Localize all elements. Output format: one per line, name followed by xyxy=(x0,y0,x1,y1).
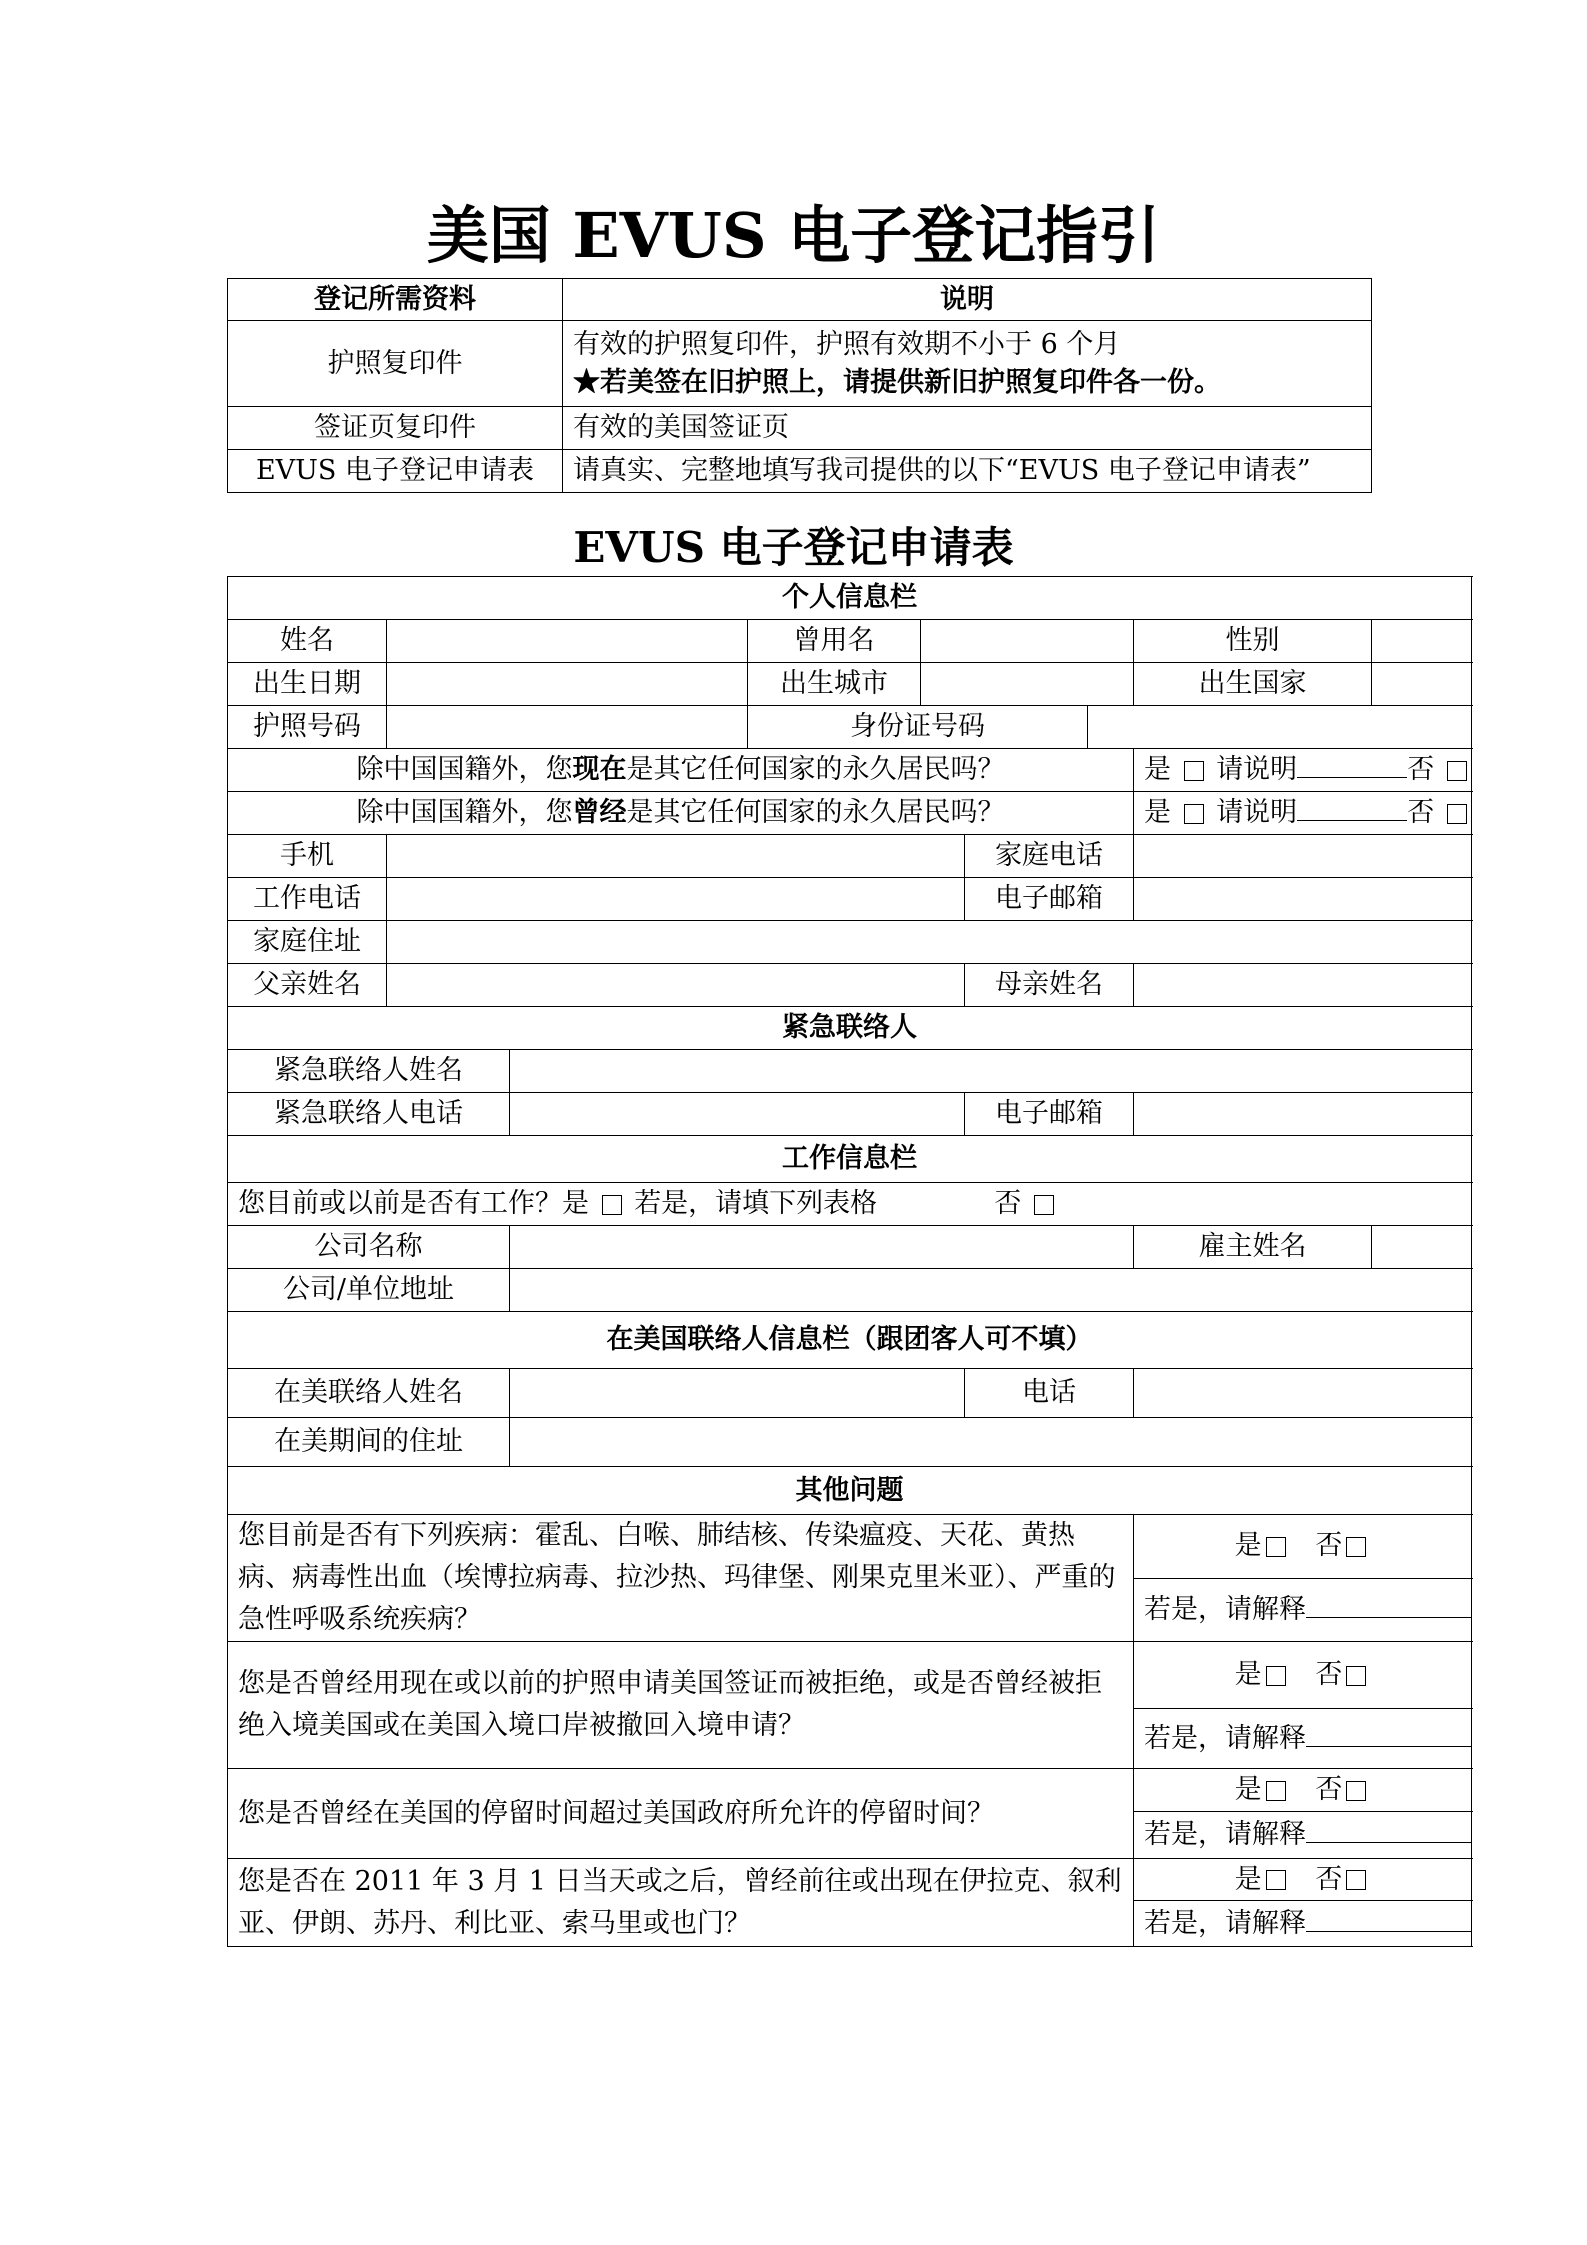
work-question-row xyxy=(228,1183,1472,1226)
checkbox-past-yes[interactable] xyxy=(1184,804,1204,824)
checkbox-q3-no[interactable] xyxy=(1346,1781,1366,1801)
explain-label: 若是，请解释 xyxy=(1144,1722,1306,1754)
input-email[interactable] xyxy=(1134,878,1472,921)
input-emergency-name[interactable] xyxy=(510,1050,1472,1093)
other-question-3: 您是否曾经在美国的停留时间超过美国政府所允许的停留时间？ xyxy=(228,1769,1134,1859)
input-company[interactable] xyxy=(510,1226,1134,1269)
other-question-1: 您目前是否有下列疾病：霍乱、白喉、肺结核、传染瘟疫、天花、黄热病、病毒性出血（埃博拉病毒、拉沙热、玛律堡、刚果克里米亚）、严重的急性呼吸系统疾病？ xyxy=(228,1515,1134,1642)
question-past-residency xyxy=(228,792,1134,835)
q-past-a: 除中国国籍外，您 xyxy=(356,797,573,828)
work-no-label: 否 xyxy=(994,1188,1022,1219)
guide-desc-visa: 有效的美国签证页 xyxy=(563,407,1372,450)
input-company-address[interactable] xyxy=(510,1269,1472,1312)
other-answer-4 xyxy=(1134,1859,1472,1901)
label-emergency-email: 电子邮箱 xyxy=(965,1093,1134,1136)
checkbox-current-no[interactable] xyxy=(1447,761,1467,781)
label-home-phone: 家庭电话 xyxy=(965,835,1134,878)
no-label: 否 xyxy=(1407,797,1435,828)
yes-label: 是 xyxy=(1234,1863,1262,1895)
label-emergency-phone: 紧急联络人电话 xyxy=(228,1093,510,1136)
checkbox-past-no[interactable] xyxy=(1447,804,1467,824)
guide-note-passport: ★若美签在旧护照上，请提供新旧护照复印件各一份。 xyxy=(573,366,1221,398)
q-past-b: 曾经 xyxy=(572,797,627,828)
label-emergency-name: 紧急联络人姓名 xyxy=(228,1050,510,1093)
label-birth-city: 出生城市 xyxy=(748,663,921,706)
explain-label: 请说明 xyxy=(1216,754,1298,785)
label-us-address: 在美期间的住址 xyxy=(228,1418,510,1467)
explain-label: 请说明 xyxy=(1216,797,1298,828)
checkbox-current-yes[interactable] xyxy=(1184,761,1204,781)
form-title: EVUS 电子登记申请表 xyxy=(573,523,1014,572)
work-if-yes: 若是，请填下列表格 xyxy=(634,1188,878,1219)
label-mobile: 手机 xyxy=(228,835,387,878)
input-emergency-phone[interactable] xyxy=(510,1093,965,1136)
answer-past-residency xyxy=(1134,792,1472,835)
guide-desc-evus: 请真实、完整地填写我司提供的以下“EVUS 电子登记申请表” xyxy=(563,450,1372,493)
checkbox-q2-no[interactable] xyxy=(1346,1666,1366,1686)
input-employer[interactable] xyxy=(1372,1226,1472,1269)
input-dob[interactable] xyxy=(387,663,748,706)
guide-table xyxy=(227,278,1372,493)
input-former-name[interactable] xyxy=(921,620,1134,663)
label-mother: 母亲姓名 xyxy=(965,964,1134,1007)
label-id-no: 身份证号码 xyxy=(748,706,1088,749)
other-explain-4 xyxy=(1134,1901,1472,1947)
checkbox-q3-yes[interactable] xyxy=(1266,1781,1286,1801)
yes-label: 是 xyxy=(1144,754,1171,785)
label-address: 家庭住址 xyxy=(228,921,387,964)
no-label: 否 xyxy=(1315,1530,1343,1562)
input-q3-explain[interactable] xyxy=(1306,1842,1472,1843)
input-address[interactable] xyxy=(387,921,1472,964)
no-label: 否 xyxy=(1315,1863,1343,1895)
input-us-contact-name[interactable] xyxy=(510,1369,965,1418)
yes-label: 是 xyxy=(1234,1659,1262,1690)
label-birth-country: 出生国家 xyxy=(1134,663,1372,706)
checkbox-q2-yes[interactable] xyxy=(1266,1666,1286,1686)
guide-desc-passport xyxy=(563,321,1372,407)
input-q2-explain[interactable] xyxy=(1306,1746,1472,1747)
label-former-name: 曾用名 xyxy=(748,620,921,663)
page-title: 美国 EVUS 电子登记指引 xyxy=(426,199,1161,272)
guide-header-description: 说明 xyxy=(563,279,1372,321)
input-mother[interactable] xyxy=(1134,964,1472,1007)
input-emergency-email[interactable] xyxy=(1134,1093,1472,1136)
yes-label: 是 xyxy=(1234,1530,1262,1562)
q-now-b: 现在 xyxy=(572,754,627,785)
work-question: 您目前或以前是否有工作？是 xyxy=(238,1188,589,1219)
answer-current-residency xyxy=(1134,749,1472,792)
input-id-no[interactable] xyxy=(1088,706,1472,749)
checkbox-q1-no[interactable] xyxy=(1346,1537,1366,1557)
input-birth-country[interactable] xyxy=(1372,663,1472,706)
checkbox-q4-no[interactable] xyxy=(1346,1870,1366,1890)
other-answer-2 xyxy=(1134,1642,1472,1709)
no-label: 否 xyxy=(1407,754,1435,785)
guide-item-visa: 签证页复印件 xyxy=(228,407,563,450)
input-gender[interactable] xyxy=(1372,620,1472,663)
q-past-c: 是其它任何国家的永久居民吗？ xyxy=(626,797,1005,828)
section-work: 工作信息栏 xyxy=(228,1136,1472,1183)
guide-header-materials: 登记所需资料 xyxy=(228,279,563,321)
input-passport-no[interactable] xyxy=(387,706,748,749)
input-us-contact-phone[interactable] xyxy=(1134,1369,1472,1418)
label-name: 姓名 xyxy=(228,620,387,663)
label-company: 公司名称 xyxy=(228,1226,510,1269)
label-us-contact-phone: 电话 xyxy=(965,1369,1134,1418)
label-employer: 雇主姓名 xyxy=(1134,1226,1372,1269)
other-explain-2 xyxy=(1134,1709,1472,1769)
explain-label: 若是，请解释 xyxy=(1144,1907,1306,1939)
q-now-a: 除中国国籍外，您 xyxy=(356,754,573,785)
guide-item-evus: EVUS 电子登记申请表 xyxy=(228,450,563,493)
other-question-2: 您是否曾经用现在或以前的护照申请美国签证而被拒绝，或是否曾经被拒绝入境美国或在美国入境口岸被撤回入境申请？ xyxy=(228,1642,1134,1769)
other-explain-1 xyxy=(1134,1578,1472,1642)
checkbox-work-no[interactable] xyxy=(1034,1195,1054,1215)
no-label: 否 xyxy=(1315,1774,1343,1805)
other-answer-3 xyxy=(1134,1769,1472,1812)
input-work-phone[interactable] xyxy=(387,878,965,921)
checkbox-work-yes[interactable] xyxy=(602,1195,622,1215)
section-us-contact: 在美国联络人信息栏（跟团客人可不填） xyxy=(228,1312,1472,1369)
q-now-c: 是其它任何国家的永久居民吗？ xyxy=(626,754,1005,785)
other-question-4: 您是否在 2011 年 3 月 1 日当天或之后，曾经前往或出现在伊拉克、叙利亚、伊朗、苏丹、利比亚、索马里或也门？ xyxy=(228,1859,1134,1947)
input-q1-explain[interactable] xyxy=(1306,1617,1472,1618)
label-passport-no: 护照号码 xyxy=(228,706,387,749)
input-past-explain[interactable] xyxy=(1297,820,1407,821)
label-us-contact-name: 在美联络人姓名 xyxy=(228,1369,510,1418)
explain-label: 若是，请解释 xyxy=(1144,1593,1306,1625)
input-birth-city[interactable] xyxy=(921,663,1134,706)
yes-label: 是 xyxy=(1144,797,1171,828)
input-q4-explain[interactable] xyxy=(1306,1931,1472,1932)
section-personal: 个人信息栏 xyxy=(228,577,1472,620)
guide-item-passport: 护照复印件 xyxy=(228,321,563,407)
input-current-explain[interactable] xyxy=(1297,777,1407,778)
input-us-address[interactable] xyxy=(510,1418,1472,1467)
label-company-address: 公司/单位地址 xyxy=(228,1269,510,1312)
guide-desc-passport-text: 有效的护照复印件，护照有效期不小于 6 个月 xyxy=(573,328,1121,360)
label-dob: 出生日期 xyxy=(228,663,387,706)
label-work-phone: 工作电话 xyxy=(228,878,387,921)
other-explain-3 xyxy=(1134,1812,1472,1859)
other-answer-1 xyxy=(1134,1515,1472,1579)
label-father: 父亲姓名 xyxy=(228,964,387,1007)
section-other: 其他问题 xyxy=(228,1467,1472,1515)
input-name[interactable] xyxy=(387,620,748,663)
yes-label: 是 xyxy=(1234,1774,1262,1805)
label-gender: 性别 xyxy=(1134,620,1372,663)
explain-label: 若是，请解释 xyxy=(1144,1819,1306,1850)
checkbox-q1-yes[interactable] xyxy=(1266,1537,1286,1557)
section-emergency: 紧急联络人 xyxy=(228,1007,1472,1050)
no-label: 否 xyxy=(1315,1659,1343,1690)
label-email: 电子邮箱 xyxy=(965,878,1134,921)
input-mobile[interactable] xyxy=(387,835,965,878)
question-current-residency xyxy=(228,749,1134,792)
evus-form-table xyxy=(227,576,1472,1947)
input-home-phone[interactable] xyxy=(1134,835,1472,878)
checkbox-q4-yes[interactable] xyxy=(1266,1870,1286,1890)
input-father[interactable] xyxy=(387,964,965,1007)
